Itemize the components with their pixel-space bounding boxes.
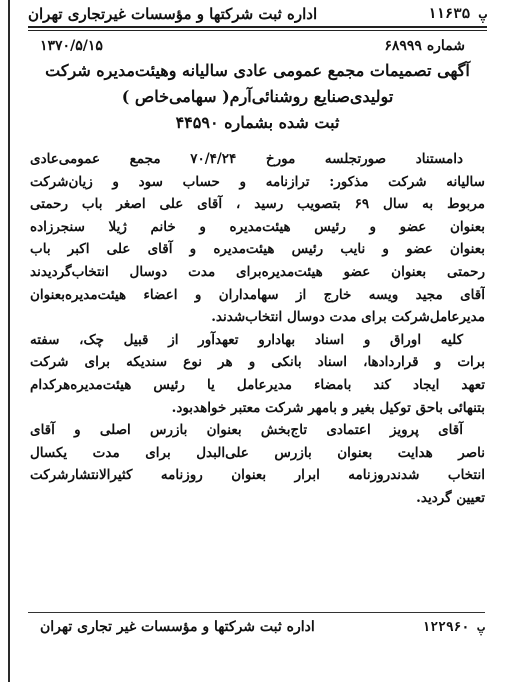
notice-meta [40, 36, 465, 56]
body-line: دامستناد صورتجلسه مورخ ۷۰/۴/۲۴ مجمع عمومی‌عادی [30, 151, 464, 167]
body-line: برات و قراردادها، اسناد بانکی و هر نوع سندیکه برای شرکت [30, 354, 485, 371]
title-line-3: ثبت شده بشماره ۴۴۵۹۰ [175, 113, 340, 132]
body-line: مدیرعامل‌شرکت برای مدت دوسال انتخاب‌شدند. [211, 309, 485, 326]
notice-number-group [384, 38, 465, 54]
header-office: اداره ثبت شرکتها و مؤسسات غیرتجاری تهران [28, 5, 318, 23]
body-line: بعنوان عضو و رئیس هیئت‌مدیره و خانم ژیلا سنجرزاده [30, 218, 485, 235]
body-line: بعنوان عضو و نایب رئیس هیئت‌مدیره و آقای علی اکبر باب [30, 241, 485, 258]
body-paragraph [30, 329, 485, 419]
notice-number-label: شماره [426, 38, 465, 54]
header-reference: پ ۱۱۶۳۵ [427, 6, 487, 22]
body-paragraph [30, 419, 485, 509]
body-line: تعیین گردید. [416, 489, 485, 506]
body-line: انتخاب شدندروزنامه ابرار بعنوان روزنامه کثیرالانتشارشرکت [30, 467, 485, 484]
column-rule [8, 0, 10, 682]
page-footer [40, 616, 485, 638]
title-line-2: تولیدی‌صنایع روشنائی‌آرم( سهامی‌خاص ) [121, 87, 394, 106]
title-line-1: آگهی تصمیمات مجمع عمومی عادی سالیانه وهیئت‌مدیره شرکت [45, 61, 470, 80]
body-line: آقای پرویز اعتمادی تاج‌بخش بعنوان بازرس اصلی و آقای [30, 422, 463, 439]
body-line: کلیه اوراق و اسناد بهادارو تعهدآور از قبیل چک، سفته [30, 331, 463, 348]
footer-office: اداره ثبت شرکتها و مؤسسات غیر تجاری تهران [40, 619, 315, 635]
body-line: تعهد ایجاد کند بامضاء مدیرعامل یا رئیس هیئت‌مدیره‌هرکدام [30, 376, 485, 393]
notice-date: ۱۳۷۰/۵/۱۵ [40, 38, 103, 54]
footer-reference: پ ۱۲۲۹۶۰ [422, 619, 485, 635]
body-line: رحمتی بعنوان عضو هیئت‌مدیره‌برای مدت دوسال انتخاب‌گردیدند [30, 263, 485, 280]
footer-divider [28, 612, 485, 613]
page-header [28, 2, 487, 28]
body-line: ناصر هدایت بعنوان بازرس علی‌البدل برای مدت یکسال [30, 444, 485, 461]
body-line: سالیانه شرکت مذکور: ترازنامه و حساب سود و زیان‌شرکت [30, 173, 485, 190]
body-line: آقای مجید ویسه خارج از سهامداران و اعضاء هیئت‌مدیره‌بعنوان [30, 286, 485, 303]
notice-body [30, 148, 485, 510]
notice-title [30, 58, 485, 136]
notice-number: ۶۸۹۹۹ [384, 38, 422, 54]
body-line: مربوط به سال ۶۹ بتصویب رسید ، آقای علی اصغر باب رحمتی [30, 196, 485, 213]
body-paragraph [30, 148, 485, 329]
header-divider [28, 30, 487, 31]
body-line: بتنهائی باحق توکیل بغیر و بامهر شرکت معتبر خواهدبود. [171, 399, 485, 416]
